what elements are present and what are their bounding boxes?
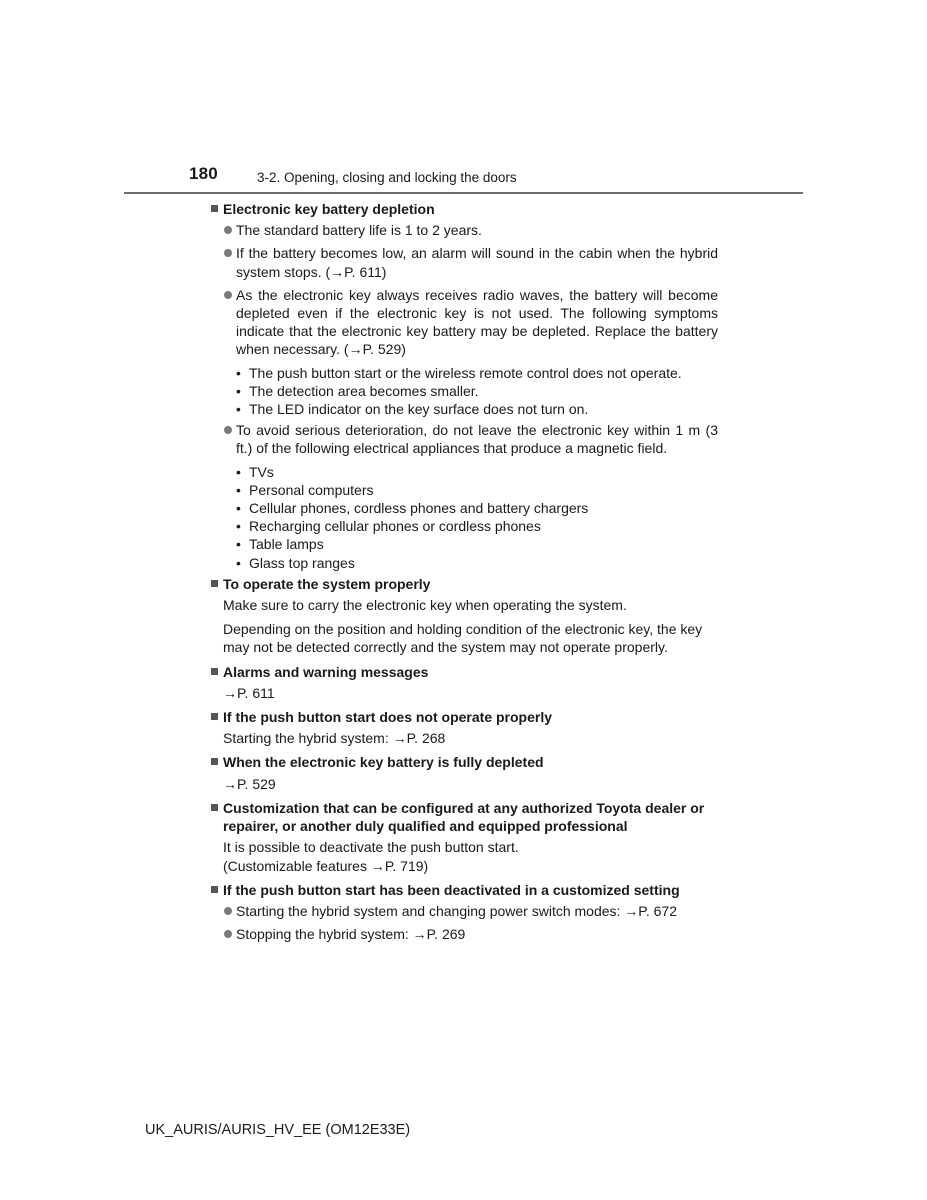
list-item-text: Table lamps bbox=[249, 536, 324, 553]
item-text: As the electronic key always receives radio waves, the battery will become depleted even if the electronic key is not used. The following symptoms indicate that the electronic key battery may be depleted. Replace the battery when necessary. (→P. 529) bbox=[236, 286, 718, 358]
square-bullet-icon bbox=[211, 580, 218, 587]
heading-text: If the push button start does not operate properly bbox=[223, 709, 553, 726]
appliance-list bbox=[210, 463, 718, 572]
dot-bullet-icon: • bbox=[236, 364, 241, 381]
circle-bullet-icon bbox=[224, 426, 232, 434]
heading-text: Customization that can be configured at any authorized Toyota dealer or repairer, or another duly qualified and equipped professional bbox=[223, 799, 705, 835]
section-heading bbox=[210, 663, 718, 681]
dot-bullet-icon: • bbox=[236, 500, 241, 517]
paragraph: It is possible to deactivate the push button start. bbox=[223, 839, 519, 856]
dot-bullet-icon: • bbox=[236, 518, 241, 535]
dot-bullet-icon: • bbox=[236, 481, 241, 498]
item-text: Stopping the hybrid system: →P. 269 bbox=[236, 926, 466, 943]
item-text: If the battery becomes low, an alarm will sound in the cabin when the hybrid system stops. (→P. 611) bbox=[236, 245, 718, 280]
list-item-text: Glass top ranges bbox=[249, 554, 355, 571]
list-item bbox=[210, 499, 718, 517]
heading-text: When the electronic key battery is fully depleted bbox=[223, 754, 544, 771]
list-item-text: The push button start or the wireless remote control does not operate. bbox=[249, 364, 682, 381]
list-item bbox=[210, 463, 718, 481]
dot-bullet-icon: • bbox=[236, 536, 241, 553]
page-content bbox=[210, 200, 718, 943]
dot-bullet-icon: • bbox=[236, 554, 241, 571]
circle-bullet-icon bbox=[224, 930, 232, 938]
circle-bullet-icon bbox=[224, 226, 232, 234]
dot-bullet-icon: • bbox=[236, 463, 241, 480]
paragraph: Starting the hybrid system: →P. 268 bbox=[223, 730, 446, 747]
list-item bbox=[210, 535, 718, 553]
section-heading bbox=[210, 799, 718, 835]
dot-bullet-icon: • bbox=[236, 382, 241, 399]
list-item bbox=[210, 364, 718, 382]
section-heading bbox=[210, 575, 718, 593]
list-item bbox=[210, 554, 718, 572]
symptom-list bbox=[210, 364, 718, 419]
heading-text: Alarms and warning messages bbox=[223, 663, 429, 680]
item-text: To avoid serious deterioration, do not leave the electronic key within 1 m (3 ft.) of the following electrical appliances that produce a magnetic field. bbox=[236, 422, 718, 457]
square-bullet-icon bbox=[211, 668, 218, 675]
circle-bullet-item bbox=[210, 421, 718, 457]
heading-text: To operate the system properly bbox=[223, 575, 431, 592]
square-bullet-icon bbox=[211, 205, 218, 212]
square-bullet-icon bbox=[211, 713, 218, 720]
circle-bullet-icon bbox=[224, 249, 232, 257]
page-reference: →P. 529 bbox=[223, 775, 276, 792]
list-item bbox=[210, 481, 718, 499]
dot-bullet-icon: • bbox=[236, 401, 241, 418]
square-bullet-icon bbox=[211, 886, 218, 893]
header-rule bbox=[124, 192, 803, 194]
item-text: Starting the hybrid system and changing power switch modes: →P. 672 bbox=[236, 902, 677, 919]
list-item-text: The LED indicator on the key surface does not turn on. bbox=[249, 401, 589, 418]
footer-code: UK_AURIS/AURIS_HV_EE (OM12E33E) bbox=[145, 1122, 411, 1138]
item-text: The standard battery life is 1 to 2 years. bbox=[236, 222, 482, 239]
circle-bullet-icon bbox=[224, 907, 232, 915]
section-heading bbox=[210, 200, 718, 218]
circle-bullet-item bbox=[210, 244, 718, 280]
section-heading bbox=[210, 753, 718, 771]
paragraph: (Customizable features →P. 719) bbox=[223, 857, 429, 874]
page-reference: →P. 611 bbox=[223, 684, 275, 701]
section-title: 3-2. Opening, closing and locking the doors bbox=[257, 170, 517, 185]
list-item-text: Cellular phones, cordless phones and battery chargers bbox=[249, 500, 589, 517]
list-item-text: Personal computers bbox=[249, 481, 374, 498]
paragraph: Depending on the position and holding condition of the electronic key, the key may not be detected correctly and the system may not operate properly. bbox=[223, 621, 703, 656]
square-bullet-icon bbox=[211, 758, 218, 765]
list-item bbox=[210, 382, 718, 400]
list-item-text: Recharging cellular phones or cordless phones bbox=[249, 518, 541, 535]
list-item-text: TVs bbox=[249, 463, 274, 480]
paragraph: Make sure to carry the electronic key when operating the system. bbox=[223, 597, 627, 614]
heading-text: If the push button start has been deactivated in a customized setting bbox=[223, 881, 680, 898]
circle-bullet-icon bbox=[224, 291, 232, 299]
section-heading bbox=[210, 708, 718, 726]
section-heading bbox=[210, 881, 718, 899]
square-bullet-icon bbox=[211, 804, 218, 811]
circle-bullet-item bbox=[210, 286, 718, 359]
circle-bullet-item bbox=[210, 221, 718, 239]
list-item bbox=[210, 400, 718, 418]
list-item bbox=[210, 517, 718, 535]
list-item-text: The detection area becomes smaller. bbox=[249, 382, 479, 399]
circle-bullet-item bbox=[210, 902, 718, 920]
heading-text: Electronic key battery depletion bbox=[223, 201, 435, 217]
page-number: 180 bbox=[189, 164, 218, 183]
circle-bullet-item bbox=[210, 925, 718, 943]
